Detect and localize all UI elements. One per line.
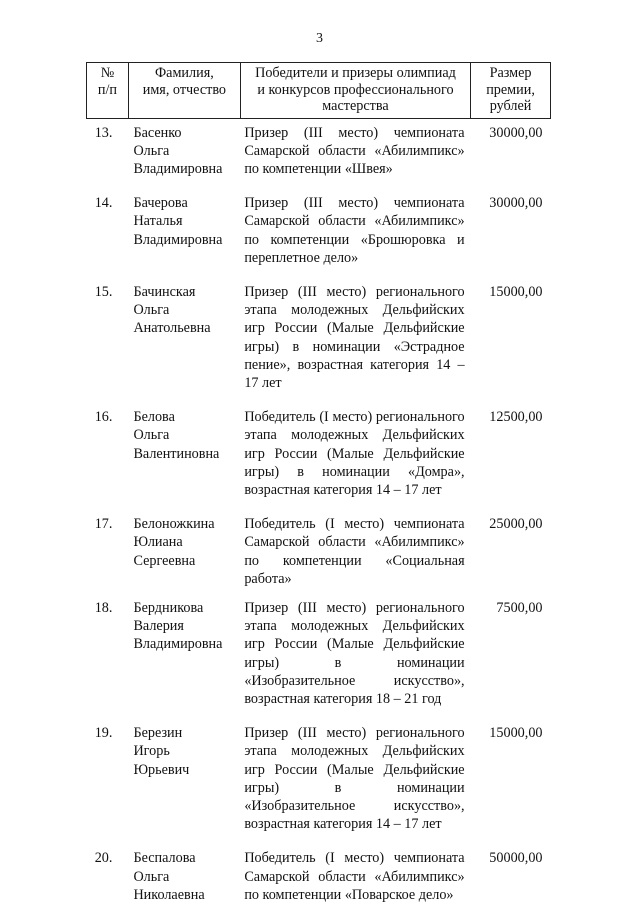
row-name: Бердникова Валерия Владимировна — [133, 599, 223, 653]
row-number: 14. — [94, 195, 113, 212]
row-amount: 15000,00 — [489, 725, 543, 742]
row-number: 18. — [94, 599, 113, 616]
row-description: Призер (III место) чемпионата Самарской области «Абилимпикс» по компетенции «Брошюровка и переплетное дело» — [244, 195, 465, 266]
row-amount: 30000,00 — [489, 124, 543, 141]
table-row — [87, 124, 551, 179]
row-name: Беспалова Ольга Николаевна — [133, 850, 205, 903]
column-header-description: Победители и призеры олимпиад и конкурсов профессионального мастерства — [240, 63, 470, 119]
row-number: 13. — [94, 124, 113, 141]
table-row — [87, 515, 551, 588]
row-number: 17. — [94, 516, 113, 533]
row-name: Басенко Ольга Владимировна — [133, 124, 223, 177]
row-name: Березин Игорь Юрьевич — [133, 725, 190, 778]
row-description: Призер (III место) чемпионата Самарской области «Абилимпикс» по компетенции «Швея» — [244, 124, 465, 177]
row-amount: 50000,00 — [489, 850, 543, 867]
table-row — [87, 849, 551, 904]
table-row — [87, 724, 551, 833]
table-row — [87, 408, 551, 499]
row-amount: 12500,00 — [489, 409, 543, 426]
row-description: Победитель (I место) чемпионата Самарской области «Абилимпикс» по компетенции «Поварское дело» — [244, 850, 465, 903]
row-amount: 15000,00 — [489, 283, 543, 300]
row-amount: 30000,00 — [489, 195, 543, 212]
row-description: Победитель (I место) чемпионата Самарской области «Абилимпикс» по компетенции «Социальная работа» — [244, 516, 465, 587]
row-name: Бачерова Наталья Владимировна — [133, 195, 223, 248]
row-number: 20. — [94, 850, 113, 867]
page-number: 3 — [316, 31, 323, 46]
row-number: 19. — [94, 725, 113, 742]
row-description: Призер (III место) регионального этапа молодежных Дельфийских игр России (Малые Дельфийские игры) в номинации «Изобразительное искусство», возрастная категория 14 – 17 лет — [244, 725, 465, 833]
row-name: Белоножкина Юлиана Сергеевна — [133, 516, 215, 569]
table-row — [87, 194, 551, 267]
column-header-name: Фамилия, имя, отчество — [128, 63, 240, 119]
row-number: 16. — [94, 409, 113, 426]
column-header-amount: Размер премии, рублей — [471, 63, 551, 119]
table-body — [87, 118, 551, 904]
table-header — [87, 63, 551, 119]
awards-table — [86, 62, 551, 904]
row-description: Победитель (I место) регионального этапа молодежных Дельфийских игр России (Малые Дельфийские игры) в номинации «Домра», возрастная категория 14 – 17 лет — [244, 409, 465, 498]
table-row — [87, 599, 551, 708]
row-description: Призер (III место) регионального этапа молодежных Дельфийских игр России (Малые Дельфийские игры) в номинации «Эстрадное пение», возрастная категория 14 – 17 лет — [244, 283, 465, 391]
row-name: Белова Ольга Валентиновна — [133, 409, 220, 462]
column-header-number: № п/п — [87, 63, 129, 119]
table-row — [87, 283, 551, 392]
row-amount: 7500,00 — [496, 599, 543, 616]
row-name: Бачинская Ольга Анатольевна — [133, 283, 211, 337]
row-number: 15. — [94, 283, 113, 300]
row-description: Призер (III место) регионального этапа молодежных Дельфийских игр России (Малые Дельфийские игры) в номинации «Изобразительное искусство», возрастная категория 18 – 21 год — [244, 599, 465, 707]
row-amount: 25000,00 — [489, 516, 543, 533]
